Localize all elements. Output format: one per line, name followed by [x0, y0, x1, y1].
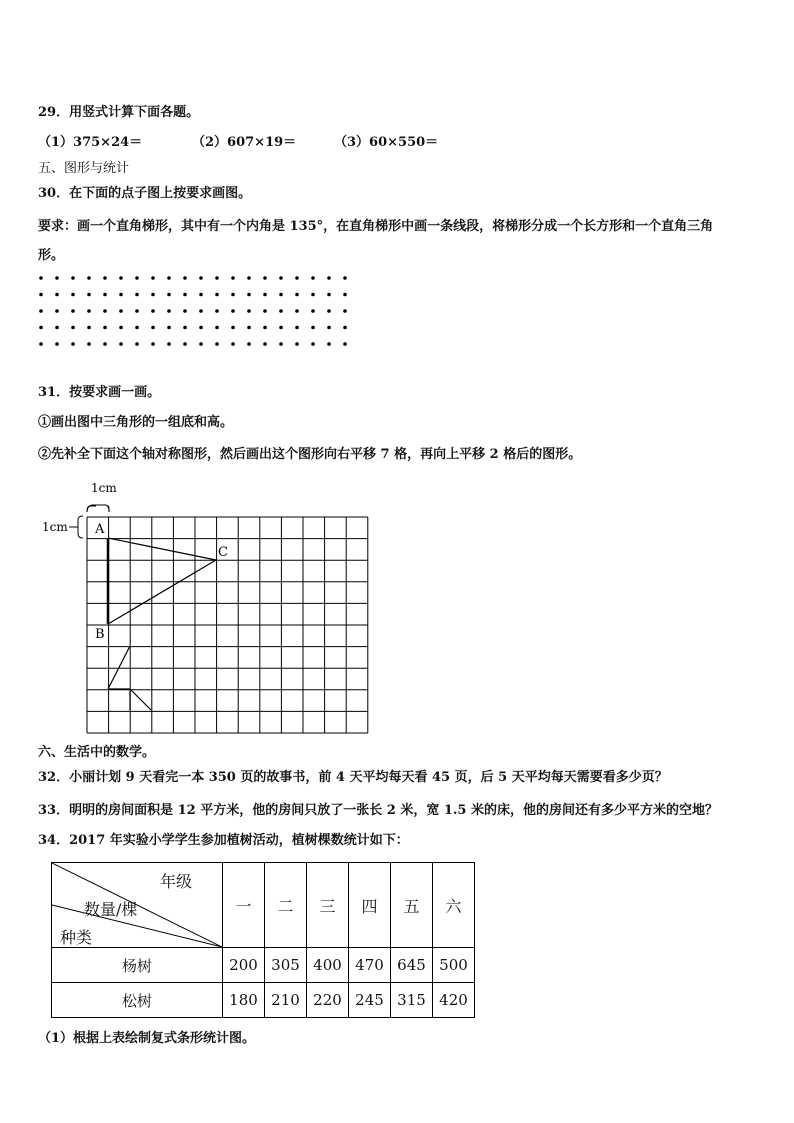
grid-dot — [263, 293, 267, 297]
grid-dot — [119, 293, 123, 297]
grid-dot — [279, 309, 283, 313]
grid-dot — [263, 326, 267, 330]
table-header-row — [52, 863, 475, 948]
table-cell: 500 — [433, 948, 475, 983]
grid-dot — [71, 342, 75, 346]
grid-dot — [311, 326, 315, 330]
q29-title: 29．用竖式计算下面各题。 — [38, 105, 200, 120]
table-cell: 315 — [391, 983, 433, 1018]
square-grid-figure[interactable] — [34, 476, 374, 736]
q34-title: 34．2017 年实验小学学生参加植树活动，植树棵数统计如下： — [38, 833, 409, 848]
grid-dot — [199, 342, 203, 346]
grid-dot — [343, 293, 347, 297]
table-cell: 420 — [433, 983, 475, 1018]
triangle-side-bc — [108, 560, 216, 624]
grid-dot — [215, 326, 219, 330]
q33-text: 33．明明的房间面积是 12 平方米，他的房间只放了一张长 2 米，宽 1.5 米的床，他的房间还有多少平方米的空地？ — [38, 803, 718, 818]
q31-item-1 — [38, 414, 233, 432]
q30-requirement-line2: 形。 — [38, 248, 65, 263]
grid-dot — [199, 276, 203, 280]
grid-dot — [119, 326, 123, 330]
q29-item-3: （3）60×550＝ — [334, 135, 439, 150]
grid-dot — [87, 309, 91, 313]
grid-dot — [327, 309, 331, 313]
grid-dot — [135, 293, 139, 297]
grid-dot — [183, 276, 187, 280]
grid-dot — [231, 276, 235, 280]
grid-dot — [263, 309, 267, 313]
scale-label-top: 1cm — [91, 481, 117, 495]
grid-dot — [151, 276, 155, 280]
grid-dot — [71, 293, 75, 297]
grid-dot — [119, 276, 123, 280]
grid-dot — [103, 293, 107, 297]
grid-dot — [183, 326, 187, 330]
table-cell: 210 — [265, 983, 307, 1018]
grid-dot — [343, 309, 347, 313]
grid-dot — [87, 326, 91, 330]
grid-dot — [327, 326, 331, 330]
grid-dot — [215, 276, 219, 280]
triangle-side-ac — [108, 538, 216, 560]
symmetric-figure-slant — [108, 646, 130, 689]
q31-item-2-text: ②先补全下面这个轴对称图形，然后画出这个图形向右平移 7 格，再向上平移 2 格后的图形。 — [38, 447, 582, 462]
grid-dot — [151, 309, 155, 313]
vertex-b-label: B — [95, 627, 105, 642]
row-name: 杨树 — [52, 948, 223, 983]
table-cell: 305 — [265, 948, 307, 983]
grid-dot — [151, 342, 155, 346]
q34-sub1: （1）根据上表绘制复式条形统计图。 — [38, 1031, 256, 1046]
grid-dot — [183, 293, 187, 297]
table-cell: 200 — [223, 948, 265, 983]
grid-dot — [231, 293, 235, 297]
grid-dot — [87, 293, 91, 297]
grid-dot — [151, 293, 155, 297]
vertex-c-label: C — [218, 545, 228, 560]
table-cell: 180 — [223, 983, 265, 1018]
grade-6: 六 — [433, 863, 475, 948]
q31-title: 31．按要求画一画。 — [38, 385, 161, 400]
table-cell: 470 — [349, 948, 391, 983]
table-cell: 245 — [349, 983, 391, 1018]
grid-dot — [55, 293, 59, 297]
row-name: 松树 — [52, 983, 223, 1018]
grid-dot — [295, 326, 299, 330]
grid-dot — [215, 293, 219, 297]
grid-dot — [199, 326, 203, 330]
grid-dot — [215, 309, 219, 313]
grid-dot — [295, 342, 299, 346]
grid-dot — [295, 293, 299, 297]
grid-dot — [311, 276, 315, 280]
grid-dot — [39, 342, 43, 346]
grid-dot — [199, 309, 203, 313]
grid-dot — [279, 326, 283, 330]
grade-2: 二 — [265, 863, 307, 948]
grid-dot — [263, 342, 267, 346]
grid-dot — [39, 309, 43, 313]
dot-grid[interactable] — [38, 272, 358, 368]
q30-requirement-line1: 要求：画一个直角梯形，其中有一个内角是 135°，在直角梯形中画一条线段，将梯形分成一个长方形和一个直角三角 — [38, 219, 714, 234]
grid-dot — [39, 326, 43, 330]
scale-brace-top — [87, 505, 109, 512]
grid-dot — [103, 309, 107, 313]
grid-dot — [135, 326, 139, 330]
grid-dot — [247, 309, 251, 313]
grid-dot — [71, 326, 75, 330]
grid-dot — [119, 342, 123, 346]
table-cell: 400 — [307, 948, 349, 983]
grid-dot — [247, 293, 251, 297]
grid-dot — [39, 276, 43, 280]
grid-dot — [343, 342, 347, 346]
grid-dot — [71, 276, 75, 280]
grid-dot — [247, 276, 251, 280]
grid-dot — [263, 276, 267, 280]
grid-dot — [279, 342, 283, 346]
grid-dot — [183, 309, 187, 313]
scale-bracket-top — [87, 506, 109, 512]
grid-dot — [55, 342, 59, 346]
grade-1: 一 — [223, 863, 265, 948]
grid-dot — [231, 309, 235, 313]
grid-dot — [103, 342, 107, 346]
grade-3: 三 — [307, 863, 349, 948]
grid-dot — [343, 276, 347, 280]
header-grade-label: 年级 — [160, 872, 193, 891]
q29-item-2: （2）607×19＝ — [192, 135, 297, 150]
section-5-heading: 五、图形与统计 — [38, 161, 130, 176]
grid-dot — [199, 293, 203, 297]
tree-planting-table — [51, 862, 475, 1018]
header-quantity-label: 数量/棵 — [84, 900, 138, 919]
q29-item-1: （1）375×24＝ — [38, 135, 143, 150]
grid-dot — [87, 276, 91, 280]
grid-dot — [87, 342, 91, 346]
grid-dot — [151, 326, 155, 330]
grid-dot — [311, 342, 315, 346]
grid-dot — [135, 309, 139, 313]
table-row — [52, 948, 475, 983]
q31-item-2 — [38, 446, 581, 464]
grid-dot — [135, 342, 139, 346]
symmetric-figure-lower — [130, 689, 151, 710]
section-6-heading: 六、生活中的数学。 — [38, 745, 156, 760]
grid-dot — [327, 276, 331, 280]
grid-dot — [295, 276, 299, 280]
grid-dot — [167, 326, 171, 330]
grid-dot — [311, 309, 315, 313]
grid-dot — [215, 342, 219, 346]
grid-dot — [119, 309, 123, 313]
header-kind-label: 种类 — [60, 928, 93, 947]
grid-dot — [55, 309, 59, 313]
grid-dot — [103, 326, 107, 330]
grid-dot — [311, 293, 315, 297]
grid-dot — [327, 293, 331, 297]
grid-dot — [247, 326, 251, 330]
grid-dot — [167, 293, 171, 297]
table-cell: 220 — [307, 983, 349, 1018]
table-cell: 645 — [391, 948, 433, 983]
grid-dot — [55, 276, 59, 280]
grid-dot — [103, 276, 107, 280]
grid-dot — [327, 342, 331, 346]
grid-dot — [183, 342, 187, 346]
grid-dot — [279, 293, 283, 297]
scale-brace-left — [78, 516, 83, 538]
q32-text: 32．小丽计划 9 天看完一本 350 页的故事书，前 4 天平均每天看 45 页，后 5 天平均每天需要看多少页？ — [38, 770, 668, 785]
grid-dot — [167, 309, 171, 313]
grid-dot — [55, 326, 59, 330]
grid-dot — [167, 342, 171, 346]
grid-dot — [247, 342, 251, 346]
grid-dot — [279, 276, 283, 280]
grid-dot — [71, 309, 75, 313]
grade-5: 五 — [391, 863, 433, 948]
q30-title: 30．在下面的点子图上按要求画图。 — [38, 186, 252, 201]
vertex-a-label: A — [95, 522, 105, 537]
grid-dot — [343, 326, 347, 330]
scale-label-left: 1cm — [42, 520, 68, 534]
grid-dot — [39, 293, 43, 297]
grid-dot — [295, 309, 299, 313]
grid-dot — [167, 276, 171, 280]
grid-dot — [231, 326, 235, 330]
grid-dot — [231, 342, 235, 346]
table-diagonal-header — [52, 863, 223, 948]
grid-dot — [135, 276, 139, 280]
grade-4: 四 — [349, 863, 391, 948]
q31-item-1-text: ①画出图中三角形的一组底和高。 — [38, 415, 234, 430]
table-row — [52, 983, 475, 1018]
